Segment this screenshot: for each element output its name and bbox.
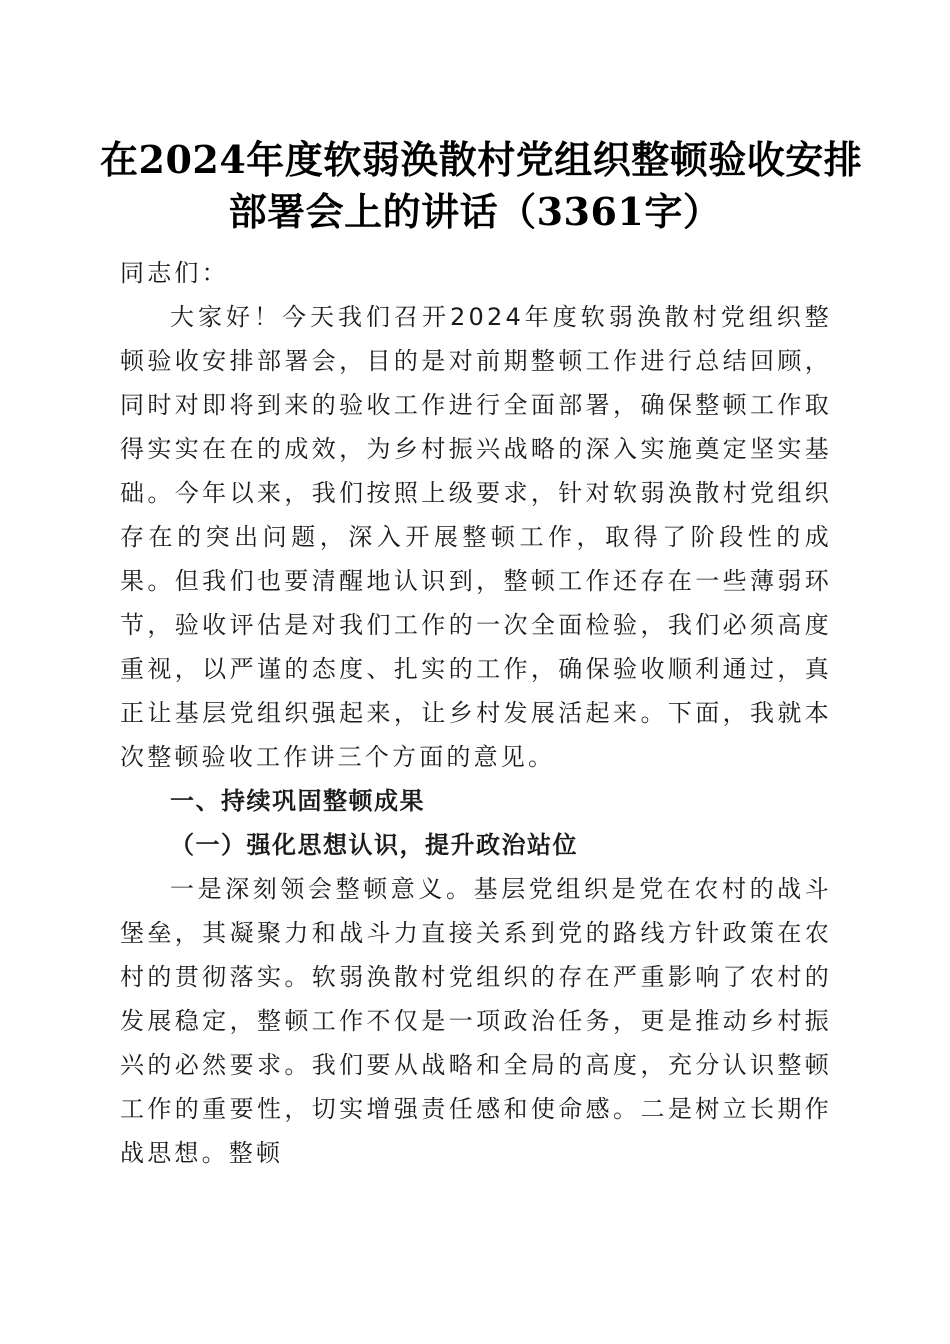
- title-line-1: 在2024年度软弱涣散村党组织整顿验收安排: [100, 137, 863, 182]
- subsection-heading: （一）强化思想认识，提升政治站位: [170, 831, 578, 859]
- salutation: 同志们：: [120, 259, 229, 287]
- intro-paragraph: 大家好！今天我们召开2024年度软弱涣散村党组织整顿验收安排部署会，目的是对前期整顿工作进行总结回顾，同时对即将到来的验收工作进行全面部署，确保整顿工作取得实实在在的成效，为乡村振兴战略的深入实施奠定坚实基础。今年以来，我们按照上级要求，针对软弱涣散村党组织存在的突出问题，深入开展整顿工作，取得了阶段性的成果。但我们也要清醒地认识到，整顿工作还存在一些薄弱环节，验收评估是对我们工作的一次全面检验，我们必须高度重视，以严谨的态度、扎实的工作，确保验收顺利通过，真正让基层党组织强起来，让乡村发展活起来。下面，我就本次整顿验收工作讲三个方面的意见。: [120, 303, 832, 771]
- document-title: [100, 134, 863, 238]
- document-body: [120, 251, 832, 1175]
- subsection-paragraph: 一是深刻领会整顿意义。基层党组织是党在农村的战斗堡垒，其凝聚力和战斗力直接关系到党的路线方针政策在农村的贯彻落实。软弱涣散村党组织的存在严重影响了农村的发展稳定，整顿工作不仅是一项政治任务，更是推动乡村振兴的必然要求。我们要从战略和全局的高度，充分认识整顿工作的重要性，切实增强责任感和使命感。二是树立长期作战思想。整顿: [120, 875, 832, 1167]
- section-heading: 一、持续巩固整顿成果: [170, 787, 425, 815]
- title-line-2: 部署会上的讲话（3361字）: [228, 189, 722, 234]
